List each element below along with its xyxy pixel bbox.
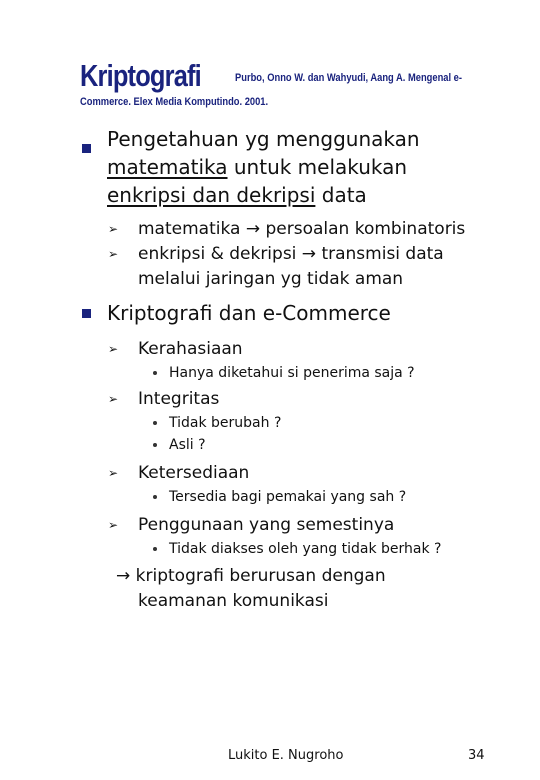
arrow-bullet-icon: ➢ — [108, 222, 119, 236]
sub-heading: Integritas — [138, 389, 220, 409]
arrow-bullet-icon: ➢ — [108, 392, 119, 406]
bullet-1-line-2: matematika untuk melakukan — [107, 155, 408, 179]
reference-line-1: Purbo, Onno W. dan Wahyudi, Aang A. Mengenal e- — [235, 72, 463, 84]
dot-bullet-icon — [153, 443, 157, 447]
slide-title — [80, 58, 227, 94]
bullet-1-line-3: enkripsi dan dekripsi data — [107, 183, 367, 207]
sub-bullet: matematika → persoalan kombinatoris — [138, 219, 466, 239]
dot-bullet-icon — [153, 547, 157, 551]
footer-author: Lukito E. Nugroho — [228, 748, 344, 763]
square-bullet-icon — [82, 309, 91, 318]
bullet-1-line-1: Pengetahuan yg menggunakan — [107, 127, 420, 151]
detail-item: Tidak diakses oleh yang tidak berhak ? — [169, 541, 442, 557]
dot-bullet-icon — [153, 495, 157, 499]
detail-item: Tidak berubah ? — [169, 415, 282, 431]
page-number: 34 — [468, 748, 485, 763]
sub-heading: Penggunaan yang semestinya — [138, 515, 395, 535]
detail-item: Asli ? — [169, 437, 206, 453]
arrow-bullet-icon: ➢ — [108, 518, 119, 532]
dot-bullet-icon — [153, 421, 157, 425]
conclusion-line-2: keamanan komunikasi — [138, 591, 329, 611]
title-text: Kriptografi — [80, 58, 201, 93]
arrow-bullet-icon: ➢ — [108, 466, 119, 480]
underlined-term-matematika: matematika — [107, 155, 228, 179]
sub-bullet: enkripsi & dekripsi → transmisi data — [138, 244, 444, 264]
bullet-2-heading: Kriptografi dan e-Commerce — [107, 301, 391, 325]
square-bullet-icon — [82, 144, 91, 153]
sub-bullet-continuation: melalui jaringan yg tidak aman — [138, 269, 404, 289]
detail-item: Tersedia bagi pemakai yang sah ? — [169, 489, 407, 505]
underlined-term-enkripsi-dekripsi: enkripsi dan dekripsi — [107, 183, 316, 207]
reference-line-2: Commerce. Elex Media Komputindo. 2001. — [80, 96, 269, 108]
dot-bullet-icon — [153, 371, 157, 375]
arrow-bullet-icon: ➢ — [108, 342, 119, 356]
sub-heading: Ketersediaan — [138, 463, 250, 483]
sub-heading: Kerahasiaan — [138, 339, 243, 359]
arrow-bullet-icon: ➢ — [108, 247, 119, 261]
detail-item: Hanya diketahui si penerima saja ? — [169, 365, 415, 381]
conclusion-line-1: → kriptografi berurusan dengan — [116, 566, 386, 586]
